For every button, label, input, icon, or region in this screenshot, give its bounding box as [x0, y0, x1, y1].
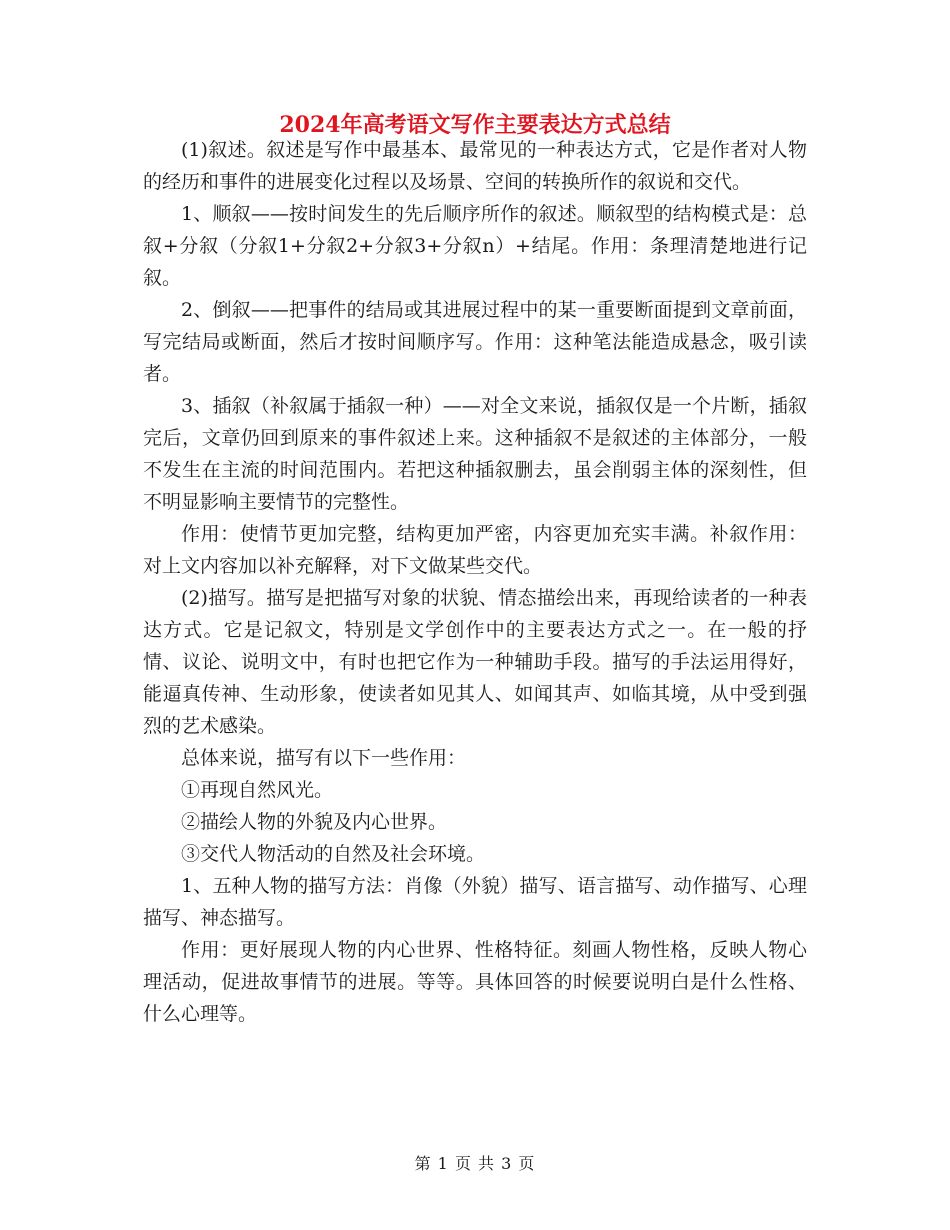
paragraph-chronological: 1、顺叙——按时间发生的先后顺序所作的叙述。顺叙型的结构模式是：总叙+分叙（分叙1+分叙2+分叙3+分叙n）+结尾。作用：条理清楚地进行记叙。 — [143, 203, 807, 289]
paragraph-description-intro: 总体来说，描写有以下一些作用： — [181, 747, 467, 769]
paragraph-character-effect: 作用：更好展现人物的内心世界、性格特征。刻画人物性格，反映人物心理活动，促进故事情节的进展。等等。具体回答的时候要说明白是什么性格、什么心理等。 — [143, 939, 807, 1025]
paragraph-flashback: 2、倒叙——把事件的结局或其进展过程中的某一重要断面提到文章前面，写完结局或断面，然后才按时间顺序写。作用：这种笔法能造成悬念，吸引读者。 — [143, 299, 807, 385]
list-item-2: ②描绘人物的外貌及内心世界。 — [181, 811, 448, 833]
page-title: 2024年高考语文写作主要表达方式总结 — [279, 112, 671, 138]
page-footer: 第 1 页 共 3 页 — [414, 1154, 536, 1173]
paragraph-narration: (1)叙述。叙述是写作中最基本、最常见的一种表达方式，它是作者对人物的经历和事件的进展变化过程以及场景、空间的转换所作的叙说和交代。 — [143, 139, 807, 193]
document-body — [143, 134, 807, 1030]
paragraph-interpolation-effect: 作用：使情节更加完整，结构更加严密，内容更加充实丰满。补叙作用：对上文内容加以补充解释，对下文做某些交代。 — [143, 523, 807, 577]
paragraph-interpolation: 3、插叙（补叙属于插叙一种）——对全文来说，插叙仅是一个片断，插叙完后，文章仍回到原来的事件叙述上来。这种插叙不是叙述的主体部分，一般不发生在主流的时间范围内。若把这种插叙删去，虽会削弱主体的深刻性，但不明显影响主要情节的完整性。 — [143, 395, 807, 513]
paragraph-description: (2)描写。描写是把描写对象的状貌、情态描绘出来，再现给读者的一种表达方式。它是记叙文，特别是文学创作中的主要表达方式之一。在一般的抒情、议论、说明文中，有时也把它作为一种辅助手段。描写的手法运用得好，能逼真传神、生动形象，使读者如见其人、如闻其声、如临其境，从中受到强烈的艺术感染。 — [143, 587, 807, 737]
list-item-1: ①再现自然风光。 — [181, 779, 334, 801]
list-item-3: ③交代人物活动的自然及社会环境。 — [181, 843, 486, 865]
paragraph-character-methods: 1、五种人物的描写方法：肖像（外貌）描写、语言描写、动作描写、心理描写、神态描写。 — [143, 875, 807, 929]
